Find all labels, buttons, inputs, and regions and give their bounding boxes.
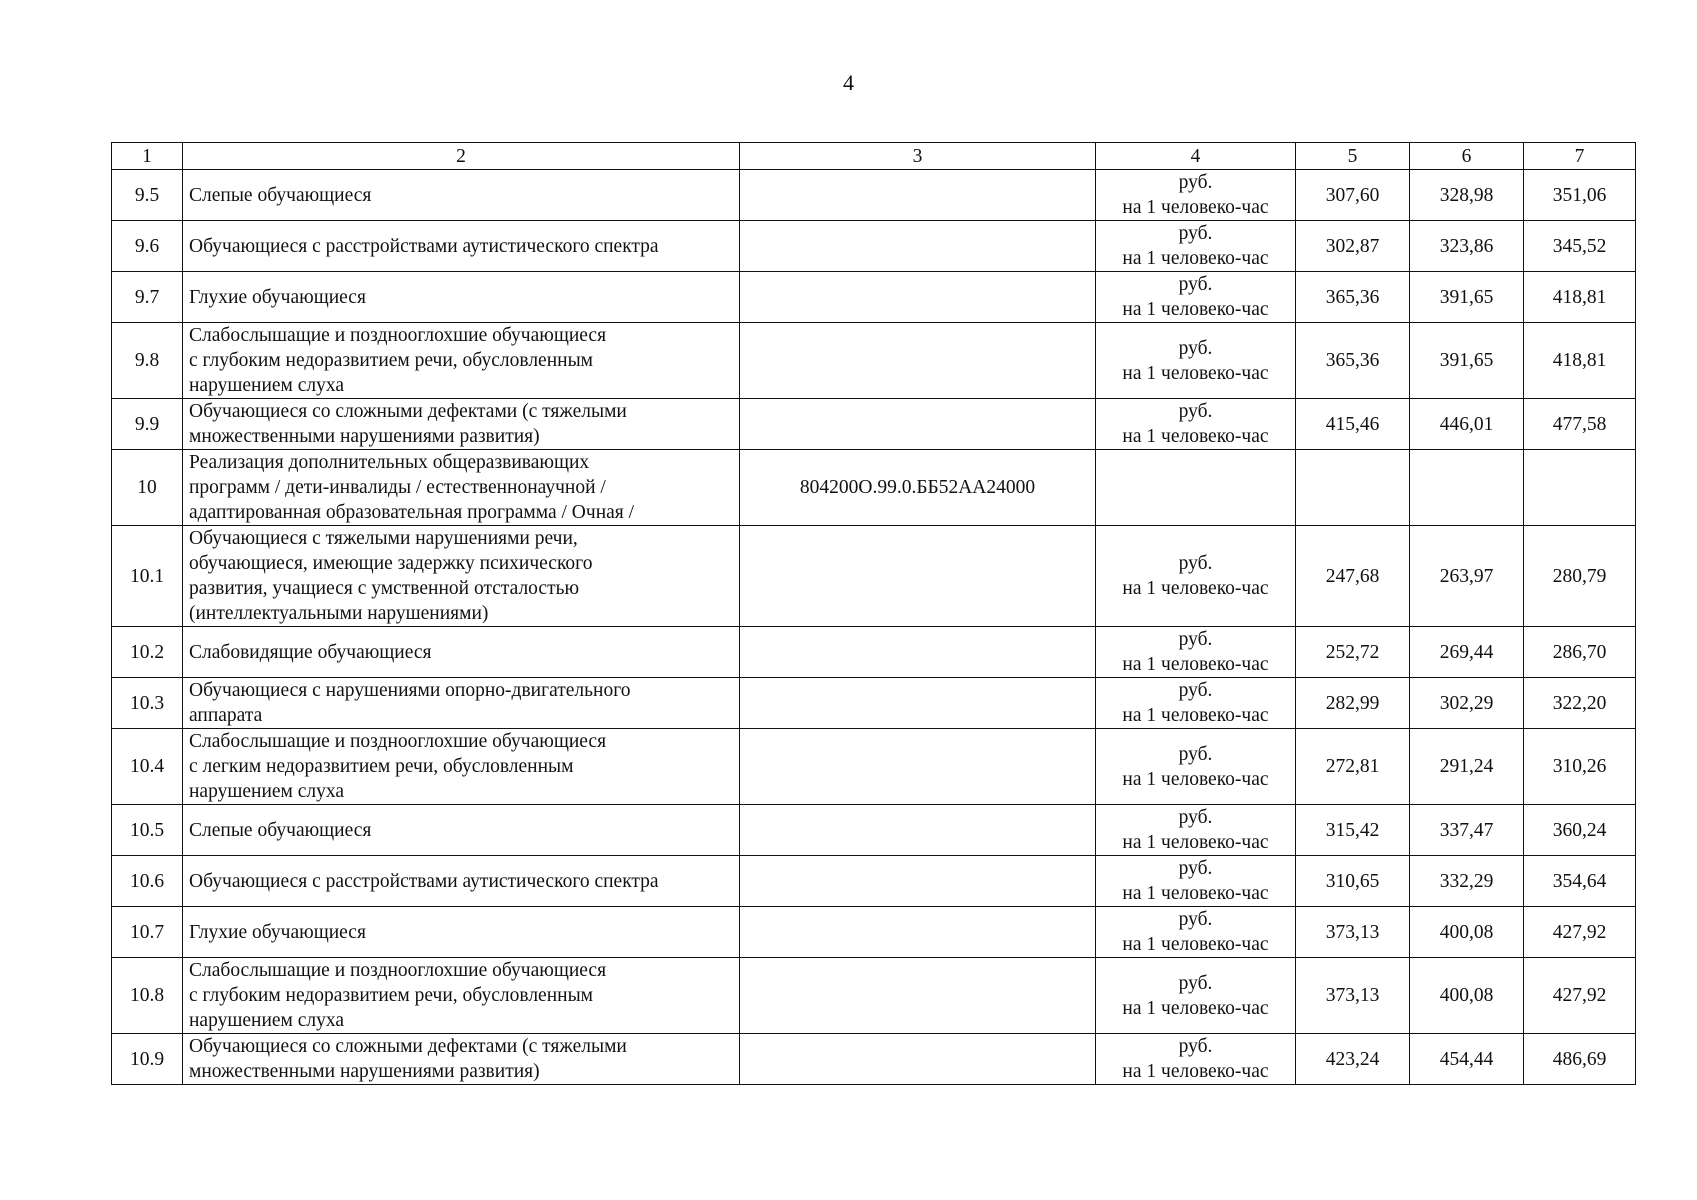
value-col-6: 446,01 — [1410, 399, 1524, 450]
table-row — [112, 805, 1636, 856]
unit-line: руб. — [1178, 172, 1213, 193]
row-number: 10.1 — [112, 526, 183, 627]
row-number: 10.6 — [112, 856, 183, 907]
value-col-5: 252,72 — [1296, 627, 1410, 678]
column-header: 1 — [112, 143, 183, 170]
unit-line: руб. — [1178, 909, 1213, 930]
value-col-6: 332,29 — [1410, 856, 1524, 907]
row-description — [183, 170, 740, 221]
description-line: нарушением слуха — [189, 375, 345, 396]
value-col-5: 302,87 — [1296, 221, 1410, 272]
value-col-6: 400,08 — [1410, 958, 1524, 1034]
registry-code — [740, 272, 1096, 323]
registry-code — [740, 399, 1096, 450]
description-line: Обучающиеся со сложными дефектами (с тяжелыми — [189, 1036, 627, 1057]
value-col-7: 418,81 — [1524, 323, 1636, 399]
description-line: программ / дети-инвалиды / естественнонаучной / — [189, 477, 606, 498]
unit-line: руб. — [1178, 807, 1213, 828]
unit-of-measure — [1096, 907, 1296, 958]
unit-line: на 1 человеко-час — [1122, 1061, 1269, 1082]
description-line: Слабослышащие и позднооглохшие обучающиеся — [189, 960, 607, 981]
registry-code: 804200О.99.0.ББ52АА24000 — [740, 450, 1096, 526]
value-col-6: 269,44 — [1410, 627, 1524, 678]
registry-code — [740, 907, 1096, 958]
row-description — [183, 958, 740, 1034]
page-number: 4 — [843, 70, 854, 95]
value-col-7: 477,58 — [1524, 399, 1636, 450]
value-col-5: 310,65 — [1296, 856, 1410, 907]
value-col-7: 310,26 — [1524, 729, 1636, 805]
value-col-6 — [1410, 450, 1524, 526]
row-number: 10.5 — [112, 805, 183, 856]
row-number: 10.4 — [112, 729, 183, 805]
row-number: 9.5 — [112, 170, 183, 221]
value-col-7: 354,64 — [1524, 856, 1636, 907]
table-row — [112, 272, 1636, 323]
row-description — [183, 907, 740, 958]
unit-of-measure — [1096, 526, 1296, 627]
value-col-7: 360,24 — [1524, 805, 1636, 856]
value-col-6: 328,98 — [1410, 170, 1524, 221]
unit-line: руб. — [1178, 553, 1213, 574]
value-col-5: 315,42 — [1296, 805, 1410, 856]
column-header: 6 — [1410, 143, 1524, 170]
table-row — [112, 627, 1636, 678]
value-col-5: 307,60 — [1296, 170, 1410, 221]
unit-line: на 1 человеко-час — [1122, 997, 1269, 1019]
table-row — [112, 323, 1636, 399]
table-body — [112, 170, 1636, 1085]
value-col-7: 286,70 — [1524, 627, 1636, 678]
unit-line: на 1 человеко-час — [1122, 832, 1269, 853]
unit-line: на 1 человеко-час — [1122, 705, 1269, 726]
description-line: Слепые обучающиеся — [189, 819, 372, 841]
row-number: 9.8 — [112, 323, 183, 399]
description-line: развития, учащиеся с умственной отсталостью — [189, 578, 580, 599]
value-col-6: 302,29 — [1410, 678, 1524, 729]
unit-line: руб. — [1178, 629, 1213, 650]
description-line: Обучающиеся с расстройствами аутистического спектра — [189, 870, 659, 892]
row-description — [183, 805, 740, 856]
description-line: нарушением слуха — [189, 1010, 345, 1031]
column-header: 7 — [1524, 143, 1636, 170]
description-line: множественными нарушениями развития) — [189, 426, 540, 447]
description-line: (интеллектуальными нарушениями) — [189, 603, 489, 624]
value-col-6: 263,97 — [1410, 526, 1524, 627]
row-number: 10 — [112, 450, 183, 526]
unit-line: на 1 человеко-час — [1122, 248, 1269, 269]
header-row — [112, 143, 1636, 170]
column-header: 2 — [183, 143, 740, 170]
value-col-6: 400,08 — [1410, 907, 1524, 958]
value-col-6: 454,44 — [1410, 1034, 1524, 1085]
column-header: 3 — [740, 143, 1096, 170]
row-description — [183, 729, 740, 805]
value-col-7: 345,52 — [1524, 221, 1636, 272]
description-line: адаптированная образовательная программа / Очная / — [189, 502, 635, 523]
unit-line: на 1 человеко-час — [1122, 654, 1269, 675]
description-line: Слабослышащие и позднооглохшие обучающиеся — [189, 731, 607, 752]
table-row — [112, 170, 1636, 221]
value-col-5: 247,68 — [1296, 526, 1410, 627]
unit-line: руб. — [1178, 680, 1213, 701]
row-description — [183, 856, 740, 907]
description-line: аппарата — [189, 705, 263, 726]
value-col-5: 373,13 — [1296, 907, 1410, 958]
column-header: 4 — [1096, 143, 1296, 170]
description-line: нарушением слуха — [189, 781, 345, 802]
value-col-5: 282,99 — [1296, 678, 1410, 729]
unit-line: на 1 человеко-час — [1122, 934, 1269, 955]
unit-line: руб. — [1178, 274, 1213, 295]
value-col-6: 391,65 — [1410, 272, 1524, 323]
unit-line: на 1 человеко-час — [1122, 768, 1269, 790]
unit-of-measure — [1096, 221, 1296, 272]
table-row — [112, 678, 1636, 729]
value-col-7: 427,92 — [1524, 907, 1636, 958]
table-row — [112, 1034, 1636, 1085]
row-number: 9.7 — [112, 272, 183, 323]
unit-line: на 1 человеко-час — [1122, 578, 1269, 599]
registry-code — [740, 526, 1096, 627]
unit-line: на 1 человеко-час — [1122, 197, 1269, 218]
table-row — [112, 526, 1636, 627]
row-description — [183, 526, 740, 627]
unit-line: руб. — [1178, 401, 1213, 422]
unit-line: на 1 человеко-час — [1122, 362, 1269, 384]
row-description — [183, 272, 740, 323]
row-number: 10.9 — [112, 1034, 183, 1085]
unit-of-measure — [1096, 170, 1296, 221]
unit-of-measure — [1096, 323, 1296, 399]
value-col-5: 415,46 — [1296, 399, 1410, 450]
row-description — [183, 450, 740, 526]
table-row — [112, 856, 1636, 907]
registry-code — [740, 729, 1096, 805]
unit-line: на 1 человеко-час — [1122, 299, 1269, 320]
table-row — [112, 958, 1636, 1034]
description-line: Обучающиеся со сложными дефектами (с тяжелыми — [189, 401, 627, 422]
description-line: Обучающиеся с нарушениями опорно-двигательного — [189, 680, 631, 701]
row-description — [183, 678, 740, 729]
value-col-6: 391,65 — [1410, 323, 1524, 399]
table-row — [112, 729, 1636, 805]
row-description — [183, 221, 740, 272]
value-col-6: 337,47 — [1410, 805, 1524, 856]
row-number: 10.2 — [112, 627, 183, 678]
unit-line: руб. — [1178, 743, 1213, 765]
value-col-6: 291,24 — [1410, 729, 1524, 805]
description-line: Реализация дополнительных общеразвивающих — [189, 452, 590, 473]
table-row — [112, 450, 1636, 526]
description-line: с глубоким недоразвитием речи, обусловленным — [189, 350, 594, 371]
value-col-5: 373,13 — [1296, 958, 1410, 1034]
tariff-table — [111, 142, 1636, 1085]
unit-of-measure — [1096, 627, 1296, 678]
registry-code — [740, 805, 1096, 856]
value-col-7: 322,20 — [1524, 678, 1636, 729]
row-description — [183, 399, 740, 450]
registry-code — [740, 958, 1096, 1034]
unit-of-measure — [1096, 272, 1296, 323]
value-col-7: 427,92 — [1524, 958, 1636, 1034]
row-number: 10.3 — [112, 678, 183, 729]
unit-of-measure — [1096, 399, 1296, 450]
unit-line: руб. — [1178, 858, 1213, 879]
unit-line: руб. — [1178, 972, 1213, 994]
unit-of-measure — [1096, 450, 1296, 526]
unit-of-measure — [1096, 678, 1296, 729]
value-col-6: 323,86 — [1410, 221, 1524, 272]
row-number: 10.8 — [112, 958, 183, 1034]
unit-of-measure — [1096, 805, 1296, 856]
description-line: Глухие обучающиеся — [189, 921, 366, 943]
description-line: с легким недоразвитием речи, обусловленным — [189, 756, 574, 777]
row-number: 10.7 — [112, 907, 183, 958]
value-col-7: 418,81 — [1524, 272, 1636, 323]
description-line: Слепые обучающиеся — [189, 184, 372, 206]
registry-code — [740, 323, 1096, 399]
description-line: с глубоким недоразвитием речи, обусловленным — [189, 985, 594, 1006]
unit-of-measure — [1096, 729, 1296, 805]
value-col-5: 272,81 — [1296, 729, 1410, 805]
description-line: Обучающиеся с тяжелыми нарушениями речи, — [189, 528, 578, 549]
value-col-7: 280,79 — [1524, 526, 1636, 627]
row-description — [183, 323, 740, 399]
unit-of-measure — [1096, 958, 1296, 1034]
value-col-5: 423,24 — [1296, 1034, 1410, 1085]
value-col-7: 351,06 — [1524, 170, 1636, 221]
description-line: Слабослышащие и позднооглохшие обучающиеся — [189, 325, 607, 346]
registry-code — [740, 1034, 1096, 1085]
value-col-7: 486,69 — [1524, 1034, 1636, 1085]
value-col-5 — [1296, 450, 1410, 526]
row-description — [183, 1034, 740, 1085]
row-number: 9.9 — [112, 399, 183, 450]
description-line: обучающиеся, имеющие задержку психического — [189, 553, 593, 574]
registry-code — [740, 856, 1096, 907]
description-line: Обучающиеся с расстройствами аутистического спектра — [189, 235, 659, 257]
unit-line: на 1 человеко-час — [1122, 883, 1269, 904]
unit-line: руб. — [1178, 1036, 1213, 1057]
registry-code — [740, 678, 1096, 729]
value-col-7 — [1524, 450, 1636, 526]
row-number: 9.6 — [112, 221, 183, 272]
column-header: 5 — [1296, 143, 1410, 170]
description-line: Глухие обучающиеся — [189, 286, 366, 308]
unit-line: руб. — [1178, 223, 1213, 244]
unit-line: на 1 человеко-час — [1122, 426, 1269, 447]
registry-code — [740, 627, 1096, 678]
value-col-5: 365,36 — [1296, 272, 1410, 323]
table-row — [112, 221, 1636, 272]
registry-code — [740, 221, 1096, 272]
row-description — [183, 627, 740, 678]
value-col-5: 365,36 — [1296, 323, 1410, 399]
description-line: множественными нарушениями развития) — [189, 1061, 540, 1082]
unit-line: руб. — [1178, 337, 1213, 359]
unit-of-measure — [1096, 856, 1296, 907]
table-row — [112, 399, 1636, 450]
table-row — [112, 907, 1636, 958]
registry-code — [740, 170, 1096, 221]
description-line: Слабовидящие обучающиеся — [189, 641, 432, 663]
unit-of-measure — [1096, 1034, 1296, 1085]
